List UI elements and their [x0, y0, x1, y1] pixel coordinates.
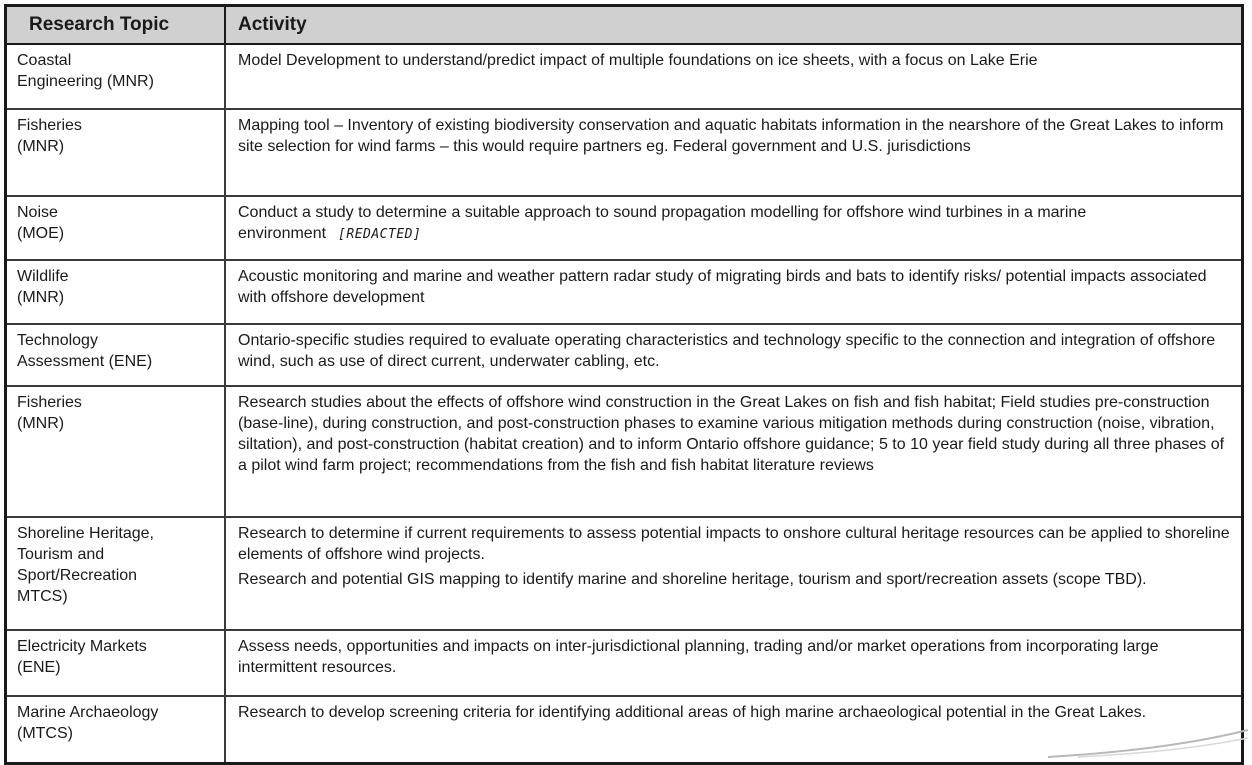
- table-row: [7, 260, 1241, 324]
- activity-text: Assess needs, opportunities and impacts on inter-jurisdictional planning, trading and/or market operations from incorporating large intermittent resources.: [238, 638, 1159, 676]
- table-row: [7, 109, 1241, 196]
- activity-text: Ontario-specific studies required to evaluate operating characteristics and technology specific to the connection and integration of offshore wind, such as use of direct current, underwater cabling, etc.: [238, 332, 1216, 370]
- topic-line: Noise: [17, 204, 58, 221]
- topic-line: Sport/Recreation: [17, 567, 138, 584]
- topic-line: Fisheries: [17, 394, 82, 411]
- topic-cell: [7, 696, 225, 762]
- topic-line: (MTCS): [17, 725, 73, 742]
- activity-cell: [225, 109, 1241, 196]
- activity-cell: [225, 324, 1241, 386]
- topic-line: Wildlife: [17, 268, 69, 285]
- redacted-marker: [REDACTED]: [338, 227, 422, 242]
- topic-line: Marine Archaeology: [17, 704, 159, 721]
- topic-line: Coastal: [17, 52, 72, 69]
- table-row: [7, 517, 1241, 630]
- topic-cell: [7, 630, 225, 696]
- table-row: [7, 324, 1241, 386]
- topic-cell: [7, 196, 225, 260]
- activity-text: Model Development to understand/predict impact of multiple foundations on ice sheets, with a focus on Lake Erie: [238, 52, 1038, 69]
- activity-text: [238, 202, 1233, 245]
- topic-line: MTCS): [17, 588, 68, 605]
- topic-cell: [7, 517, 225, 630]
- topic-line: Electricity Markets: [17, 638, 147, 655]
- research-table-frame: [4, 4, 1244, 765]
- activity-text: Mapping tool – Inventory of existing biodiversity conservation and aquatic habitats information in the nearshore of the Great Lakes to inform site selection for wind farms – this would require partners eg. Federal government and U.S. jurisdictions: [238, 117, 1224, 155]
- activity-cell: [225, 517, 1241, 630]
- topic-cell: [7, 44, 225, 109]
- topic-line: (MOE): [17, 225, 65, 242]
- activity-cell: [225, 696, 1241, 762]
- research-activities-table: [7, 7, 1241, 762]
- table-row: [7, 44, 1241, 109]
- activity-text: Research studies about the effects of offshore wind construction in the Great Lakes on fish and fish habitat; Field studies pre-construction (base-line), during construction, and post-construction phases to examine various mitigation methods during construction (noise, vibration, siltation), and post-construction (habitat creation) and to inform Ontario offshore guidance; 5 to 10 year field study during all three phases of a pilot wind farm project; recommendations from the fish and fish habitat literature reviews: [238, 394, 1225, 474]
- topic-line: Assessment (ENE): [17, 353, 153, 370]
- activity-cell: [225, 386, 1241, 517]
- table-row: [7, 696, 1241, 762]
- topic-line: Fisheries: [17, 117, 82, 134]
- activity-text-main: Conduct a study to determine a suitable approach to sound propagation modelling for offshore wind turbines in a marine environment: [238, 204, 1087, 242]
- topic-line: (MNR): [17, 415, 65, 432]
- topic-line: Engineering (MNR): [17, 73, 154, 90]
- topic-line: (MNR): [17, 289, 65, 306]
- topic-line: (MNR): [17, 138, 65, 155]
- table-row: [7, 196, 1241, 260]
- table-row: [7, 386, 1241, 517]
- header-activity: Activity: [225, 7, 1241, 44]
- topic-line: Tourism and: [17, 546, 105, 563]
- activity-text: Research to determine if current requirements to assess potential impacts to onshore cultural heritage resources can be applied to shoreline elements of offshore wind projects.: [238, 525, 1230, 563]
- activity-text: Acoustic monitoring and marine and weather pattern radar study of migrating birds and bats to identify risks/ potential impacts associated with offshore development: [238, 268, 1207, 306]
- topic-line: Shoreline Heritage,: [17, 525, 154, 542]
- topic-line: Technology: [17, 332, 98, 349]
- topic-cell: [7, 109, 225, 196]
- activity-text: Research and potential GIS mapping to identify marine and shoreline heritage, tourism and sport/recreation assets (scope TBD).: [238, 571, 1147, 588]
- activity-cell: [225, 260, 1241, 324]
- header-research-topic: Research Topic: [7, 7, 225, 44]
- table-row: [7, 630, 1241, 696]
- activity-cell: [225, 196, 1241, 260]
- topic-cell: [7, 324, 225, 386]
- topic-line: (ENE): [17, 659, 61, 676]
- activity-cell: [225, 44, 1241, 109]
- activity-cell: [225, 630, 1241, 696]
- topic-cell: [7, 260, 225, 324]
- activity-text: Research to develop screening criteria for identifying additional areas of high marine archaeological potential in the Great Lakes.: [238, 704, 1147, 721]
- topic-cell: [7, 386, 225, 517]
- table-header-row: [7, 7, 1241, 44]
